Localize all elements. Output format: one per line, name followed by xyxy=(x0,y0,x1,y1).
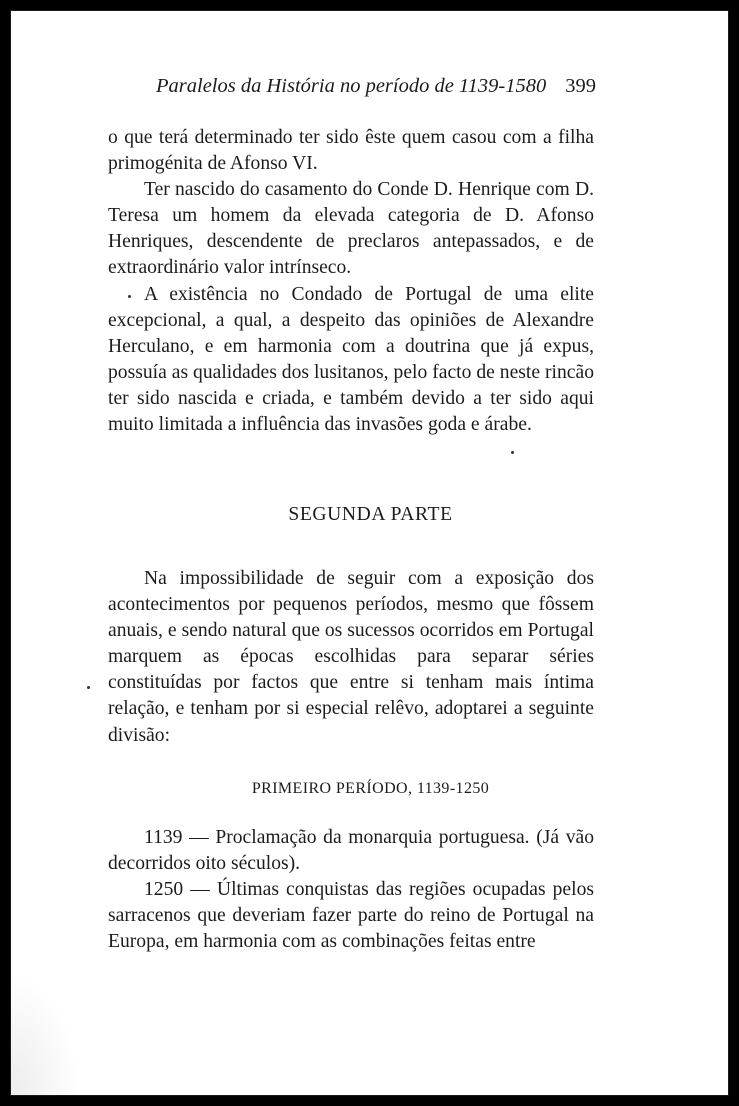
book-page xyxy=(10,10,729,1096)
period-heading xyxy=(11,780,729,798)
print-speck xyxy=(87,686,90,689)
chronology-entries xyxy=(108,825,594,955)
page-header xyxy=(156,75,596,105)
section-heading: SEGUNDA PARTE xyxy=(288,504,453,525)
print-speck xyxy=(511,451,514,454)
chronology-entry: 1250 — Últimas conquistas das regiões ocupadas pelos sarracenos que deveriam fazer parte do reino de Portugal na Europa, em harmonia com as combinações feitas entre xyxy=(108,879,594,953)
running-title: Paralelos da História no período de 1139-1580 xyxy=(156,75,547,97)
paragraph: Na impossibilidade de seguir com a exposição dos acontecimentos por pequenos períodos, mesmo que fôssem anuais, e sendo natural que os sucessos ocorridos em Portugal marquem as épocas escolhidas para separar séries constituídas por factos que entre si tenham mais íntima relação, e tenham por si especial relêvo, adoptarei a seguinte divisão: xyxy=(108,568,594,746)
paragraph: Ter nascido do casamento do Conde D. Henrique com D. Teresa um homem da elevada categoria de D. Afonso Henriques, descendente de preclaros antepassados, e de extraordinário valor intrínseco. xyxy=(108,179,594,279)
paragraph-continued: o que terá determinado ter sido êste quem casou com a filha primogénita de Afonso VI. xyxy=(108,127,594,175)
print-speck xyxy=(128,295,131,298)
section-intro xyxy=(108,566,594,749)
paper-stain xyxy=(11,971,81,1096)
period-range: 1139-1250 xyxy=(416,780,490,797)
paragraph: A existência no Condado de Portugal de uma elite excepcional, a qual, a despeito das opiniões de Alexandre Herculano, e em harmonia com a doutrina que já expus, possuía as qualidades dos lusitanos, pelo facto de neste rincão ter sido nascida e criada, e também devido a ter sido aqui muito limitada a influência das invasões goda e árabe. xyxy=(108,283,594,436)
opening-paragraphs xyxy=(108,125,594,438)
period-label: PRIMEIRO PERÍODO, xyxy=(251,780,413,797)
page-number: 399 xyxy=(565,75,596,97)
chronology-entry: 1139 — Proclamação da monarquia portuguesa. (Já vão decorridos oito séculos). xyxy=(108,827,594,875)
